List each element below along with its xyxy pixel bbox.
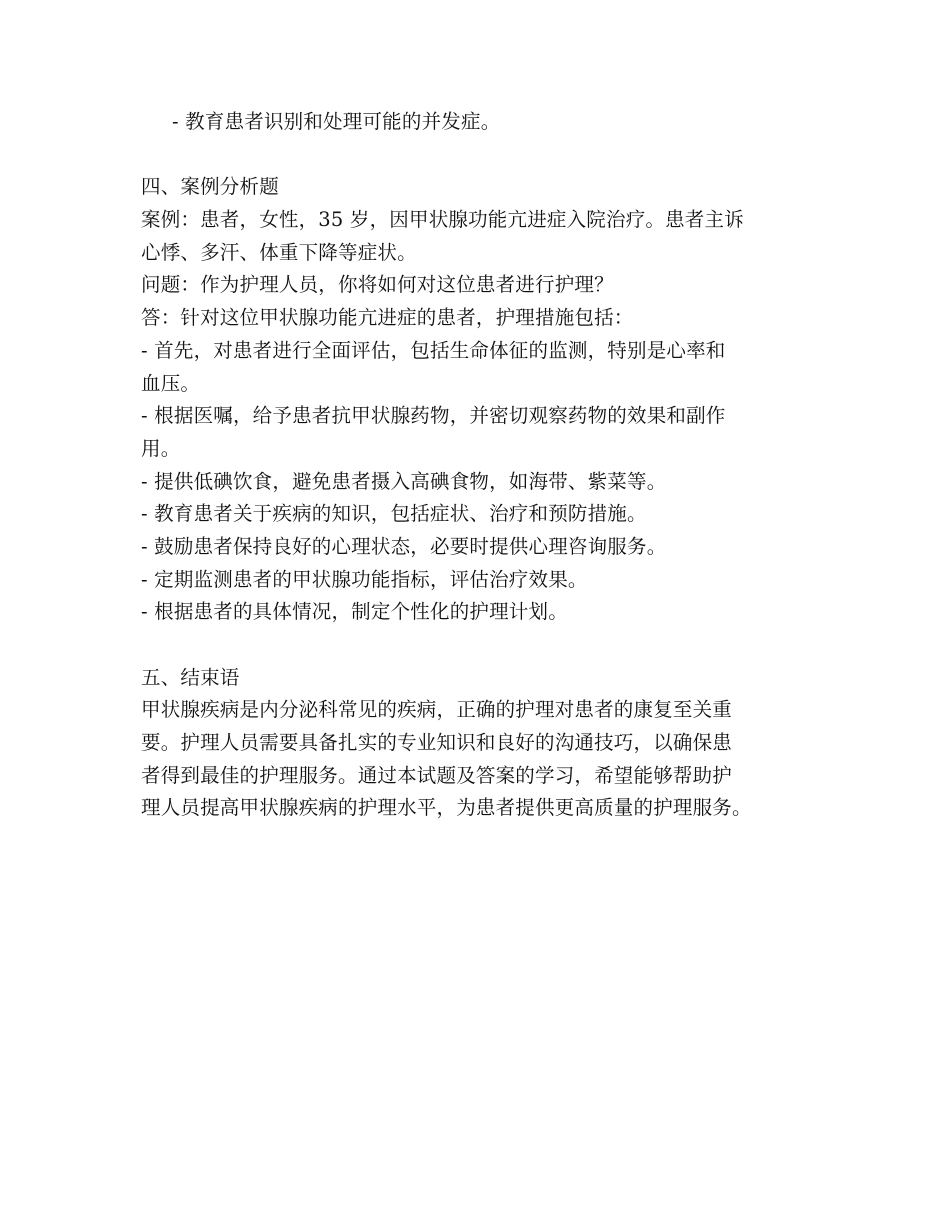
list-item: - 教育患者关于疾病的知识，包括症状、治疗和预防措施。	[141, 502, 647, 526]
text-line: 要。护理人员需要具备扎实的专业知识和良好的沟通技巧，以确保患	[141, 731, 733, 755]
list-item: - 根据患者的具体情况，制定个性化的护理计划。	[141, 600, 568, 624]
text-line: 答：针对这位甲状腺功能亢进症的患者，护理措施包括：	[141, 306, 634, 330]
paragraph-spacer	[141, 629, 831, 662]
list-item: - 首先，对患者进行全面评估，包括生命体征的监测，特别是心率和	[141, 338, 726, 362]
list-item: - 定期监测患者的甲状腺功能指标，评估治疗效果。	[141, 567, 588, 591]
text-line: 者得到最佳的护理服务。通过本试题及答案的学习，希望能够帮助护	[141, 763, 733, 787]
list-item: - 教育患者识别和处理可能的并发症。	[172, 110, 501, 133]
section-heading: 四、案例分析题	[141, 175, 279, 199]
text-line: 问题：作为护理人员，你将如何对这位患者进行护理？	[141, 273, 614, 297]
conclusion-section	[141, 662, 831, 825]
case-analysis-section	[141, 171, 831, 629]
text-line: 甲状腺疾病是内分泌科常见的疾病，正确的护理对患者的康复至关重	[141, 698, 733, 722]
text-line: 理人员提高甲状腺疾病的护理水平，为患者提供更高质量的护理服务。	[141, 796, 752, 820]
list-item: - 根据医嘱，给予患者抗甲状腺药物，并密切观察药物的效果和副作	[141, 404, 726, 428]
document-body	[141, 106, 831, 825]
list-item: - 鼓励患者保持良好的心理状态，必要时提供心理咨询服务。	[141, 534, 667, 558]
text-line: 血压。	[141, 371, 201, 395]
paragraph-spacer	[141, 139, 831, 172]
text-line: 用。	[141, 436, 181, 460]
text-line: 心悸、多汗、体重下降等症状。	[141, 240, 417, 264]
list-item: - 提供低碘饮食，避免患者摄入高碘食物，如海带、紫菜等。	[141, 469, 667, 493]
text-line: 案例：患者，女性，35 岁，因甲状腺功能亢进症入院治疗。患者主诉	[141, 208, 744, 232]
section-heading: 五、结束语	[141, 665, 240, 689]
